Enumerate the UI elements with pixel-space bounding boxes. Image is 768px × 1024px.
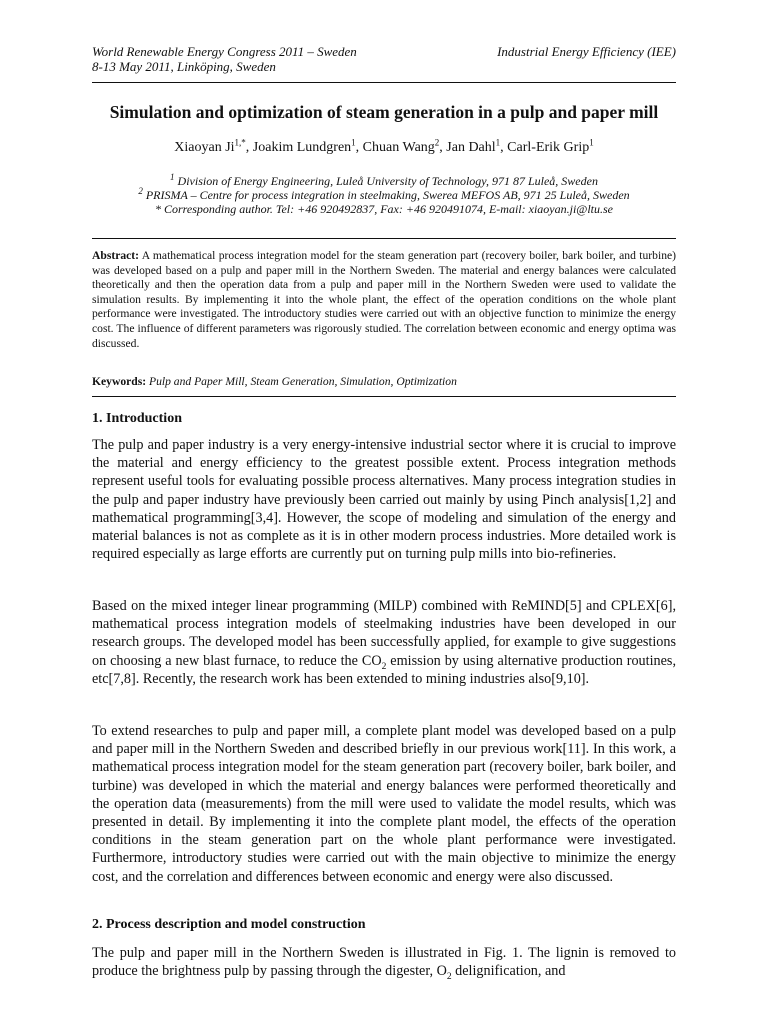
keywords-text: Pulp and Paper Mill, Steam Generation, Simulation, Optimization: [149, 375, 457, 388]
author-name: Chuan Wang: [362, 140, 435, 155]
affiliation-2: $^2$ PRISMA – Centre for process integration in steelmaking, Swerea MEFOS AB, 971 25 Luleå, Sweden: [138, 186, 630, 202]
affiliations: [60, 174, 708, 216]
abstract: [92, 249, 676, 351]
header-divider: [92, 82, 676, 83]
conference-info: [92, 44, 357, 74]
author-sup: 1: [589, 137, 594, 148]
paper-title: Simulation and optimization of steam generation in a pulp and paper mill: [109, 102, 659, 122]
abstract-top-rule: [92, 238, 676, 239]
author-sup: 1,*: [234, 137, 246, 148]
author-list: Xiaoyan $Ji^{1,*}$, Joakim Lundgren$^1$, Chuan Wang$^2$, Jan Dahl$^1$, Carl-Erik Grip$^1$: [174, 137, 594, 155]
intro-paragraph-2: Based on the mixed integer linear programming (MILP) combined with ReMIND[5] and CPLEX[6], mathematical process integration models of steelmaking industries have been developed in our research groups. The developed model has been successfully applied, for example to give suggestions on choosing a new blast furnace, to reduce the $CO_2$ emission by using alternative production routines, etc[7,8]. Recently, the research work has been extended to mining industries also[9,10].: [92, 598, 676, 687]
intro-paragraph-1: The pulp and paper industry is a very energy-intensive industrial sector where it is crucial to improve the material and energy efficiency to the greatest possible extent. Process integration methods represent useful tools for evaluating possible process alternatives. Many process integration studies in the pulp and paper industry have previously been carried out mainly by using Pinch analysis[1,2] and mathematical programming[3,4]. However, the scope of modeling and simulation of the energy and material balances is not as complete as it is in other modern process industries. More detailed work is required especially as large efforts are currently put on turning pulp mills into bio-refineries.: [92, 437, 676, 563]
intro-paragraph-3: To extend researches to pulp and paper mill, a complete plant model was developed based on a pulp and paper mill in the Northern Sweden and described briefly in our previous work[11]. In this work, a mathematical process integration model for the steam generation part (recovery boiler, bark boiler, and turbine) was developed in which the material and energy balances were performed theoretically and the operation data (measurements) from the mill were used to validate the model results, which was presented in detail. By implementing it into the complete plant model, the effects of the operation conditions in the steam generation part on the whole plant performance were investigated. Furthermore, introductory studies were carried out with the main objective to minimize the energy cost, and the correlation and differences between economic and energy were also discussed.: [92, 723, 676, 885]
abstract-text: A mathematical process integration model for the steam generation part (recovery boiler, bark boiler, and turbine) was developed based on a pulp and paper mill in the Northern Sweden. The material and energy balances were calculated theoretically and then the operation data from a pulp and paper mill in the Northern Sweden were used to validate the simulation results. By implementing it into the whole plant, the effect of the operation conditions on the whole plant performance were investigated. The introductory studies were carried out with an objective function to minimize the energy cost. The influence of different parameters was rigorously studied. The correlation between economic and energy optima was discussed.: [92, 249, 676, 350]
conference-dates-place: 8-13 May 2011, Linköping, Sweden: [92, 59, 276, 74]
track-name: Industrial Energy Efficiency (IEE): [497, 44, 676, 59]
author-sup: 2: [434, 137, 440, 148]
section-heading-process: 2. Process description and model construction: [92, 917, 366, 932]
process-paragraph-1: The pulp and paper mill in the Northern Sweden is illustrated in Fig. 1. The lignin is removed to produce the brightness pulp by passing through the digester, $O_2$ delignification, and: [92, 945, 676, 983]
author-name: Carl-Erik Grip: [507, 140, 590, 155]
author-name: Joakim Lundgren: [252, 140, 352, 155]
abstract-bottom-rule: [92, 396, 676, 397]
abstract-label: Abstract:: [92, 249, 140, 262]
author-name: Jan Dahl: [446, 140, 496, 155]
author-sup: 1: [495, 137, 501, 148]
author-sup: 1: [351, 137, 356, 148]
author-name: Xiaoyan Ji: [174, 140, 235, 155]
section-heading-introduction: 1. Introduction: [92, 411, 182, 426]
conference-name: World Renewable Energy Congress 2011 – Sweden: [92, 44, 357, 59]
keywords: [92, 375, 676, 389]
corresponding-author: * Corresponding author. Tel: +46 920492837, Fax: +46 920491074, E-mail: xiaoyan.ji@ltu.se: [155, 202, 613, 216]
keywords-label: Keywords:: [92, 375, 147, 388]
affiliation-1: $^1$ Division of Energy Engineering, Luleå University of Technology, 971 87 Luleå, Sweden: [170, 172, 598, 188]
